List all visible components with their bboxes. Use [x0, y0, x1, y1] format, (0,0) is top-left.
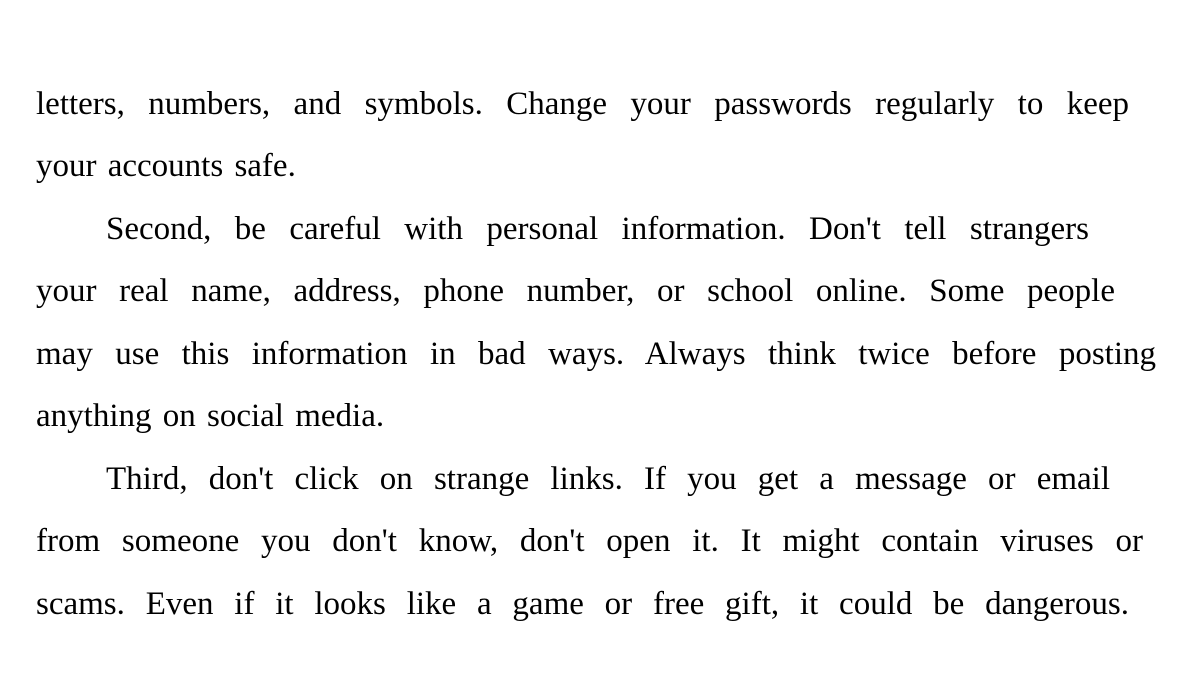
text-line: your accounts safe.	[36, 148, 296, 184]
text-line: Third, don't click on strange links. If you get a message or email	[106, 461, 1110, 497]
text-line: Second, be careful with personal information. Don't tell strangers	[106, 211, 1089, 247]
text-line: from someone you don't know, don't open it. It might contain viruses or	[36, 523, 1143, 559]
text-line: scams. Even if it looks like a game or free gift, it could be dangerous.	[36, 586, 1129, 622]
text-line: letters, numbers, and symbols. Change your passwords regularly to keep	[36, 86, 1129, 122]
text-line: your real name, address, phone number, or school online. Some people	[36, 273, 1115, 309]
text-line: anything on social media.	[36, 398, 385, 434]
text-line: may use this information in bad ways. Always think twice before posting	[36, 336, 1156, 372]
